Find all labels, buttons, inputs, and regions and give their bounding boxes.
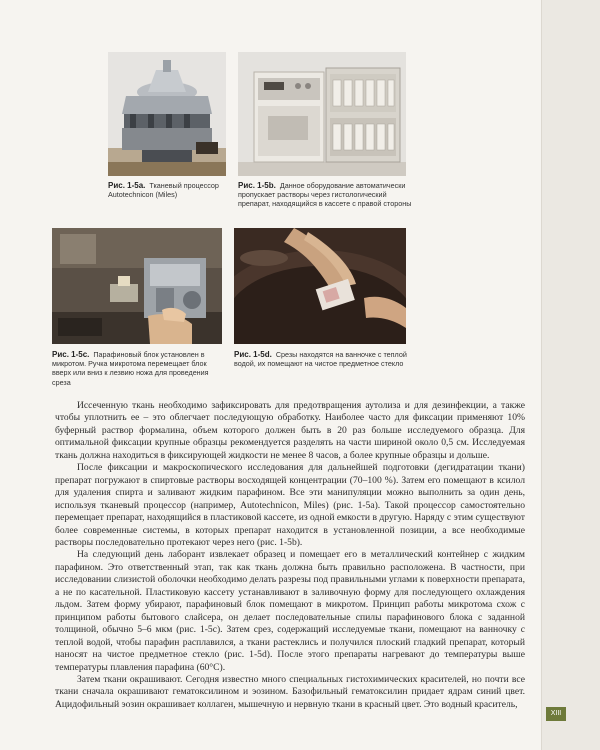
microtome-photo [52,228,222,344]
figure-caption-text: Тканевый процессор Autotechnicon (Miles) [108,181,219,200]
tissue-processor-photo [108,52,226,176]
figure-1-5b-photo [238,52,406,176]
figure-label: Рис. 1-5d. [234,350,272,359]
figure-label: Рис. 1-5c. [52,350,90,359]
figure-caption-text: Данное оборудование автоматически пропускает растворы через гистологический препарат, находящийся в кассете с правой стороны [238,181,412,209]
figure-1-5a-caption [108,181,233,199]
water-bath-photo [234,228,406,344]
page-gutter [542,0,600,750]
gutter-divider [541,0,542,750]
figure-caption-text: Срезы находятся на ванночке с теплой водой, их помещают на чистое предметное стекло [234,350,407,369]
figure-1-5b-caption [238,181,418,209]
body-text [55,400,525,711]
page-number: XIII [546,707,566,721]
paragraph: Иссеченную ткань необходимо зафиксировать для предотвращения аутолиза и для дезинфекции, а также чтобы уплотнить ее – это облегчает последующую обработку. Наиболее часто для фиксации применяют 10% буферный раствор формалина, объем которого должен быть в 20 раз больше исследуемого образца. Для оптимальной фиксации крупные образцы рекомендуется разделять на части шириной около 0,5 см. Исследуемая ткань должна находиться в фиксирующей жидкости не менее 8 часов, а более крупные образцы и дольше. [55,400,525,461]
figure-label: Рис. 1-5a. [108,181,146,190]
figure-1-5c-photo [52,228,222,344]
automated-stainer-photo [238,52,406,176]
figure-1-5a-photo [108,52,226,176]
figure-1-5d-photo [234,228,406,344]
figure-1-5c-caption [52,350,224,387]
paragraph: Затем ткани окрашивают. Сегодня известно много специальных гистохимических красителей, но почти все ткани сначала окрашивают гематоксилином и эозином. Базофильный гематоксилин придает ядрам синий цвет. Ацидофильный эозин окрашивает коллаген, мышечную и нервную ткани в красный цвет. Это водный краситель, [55,673,525,710]
figure-caption-text: Парафиновый блок установлен в микротом. Ручка микротома перемещает блок вверх или вниз к лезвию ножа для проведения среза [52,350,209,387]
figure-label: Рис. 1-5b. [238,181,276,190]
paragraph: После фиксации и макроскопического исследования для дальнейшей подготовки (дегидратации ткани) препарат погружают в спиртовые растворы восходящей концентрации (70–100 %). Затем его помещают в ксилол для удаления спирта и заливают жидким парафином. Все эти манипуляции можно выполнить за один день, используя тканевый процессор (например, Autotechnicon, Miles) (рис. 1-5a). Такой процессор самостоятельно перемещает препарат, находящийся в пластиковой кассете, из одной емкости в другую. Наряду с этим существуют более современные системы, в которых препарат находится в установленной позиции, а все необходимые растворы последовательно протекают через него (рис. 1-5b). [55,462,525,548]
figure-1-5d-caption [234,350,414,368]
paragraph: На следующий день лаборант извлекает образец и помещает его в металлический контейнер с жидким парафином. Это ответственный этап, так как ткань должна быть правильно расположена. В частности, при исследовании слизистой оболочки необходимо делать разрезы под правильными углами к поверхности препарата, а не по касательной. Пластиковую кассету устанавливают в заливочную форму для последующего охлаждения льдом. Затем форму убирают, парафиновый блок помещают в микротом. Принцип работы микротома схож с принципом работы бытового слайсера, он делает последовательные спилы парафинового блока с заданной толщиной, обычно 5–6 мкм (рис. 1-5c). Затем срез, содержащий исследуемые ткани, помещают на ванночку с теплой водой, чтобы парафин расплавился, а ткани растеклись и получился плоский гладкий препарат, который наносят на чистое предметное стекло (рис. 1-5d). После этого препараты нагревают до температуры выше температуры плавления парафина (60°C). [55,549,525,673]
